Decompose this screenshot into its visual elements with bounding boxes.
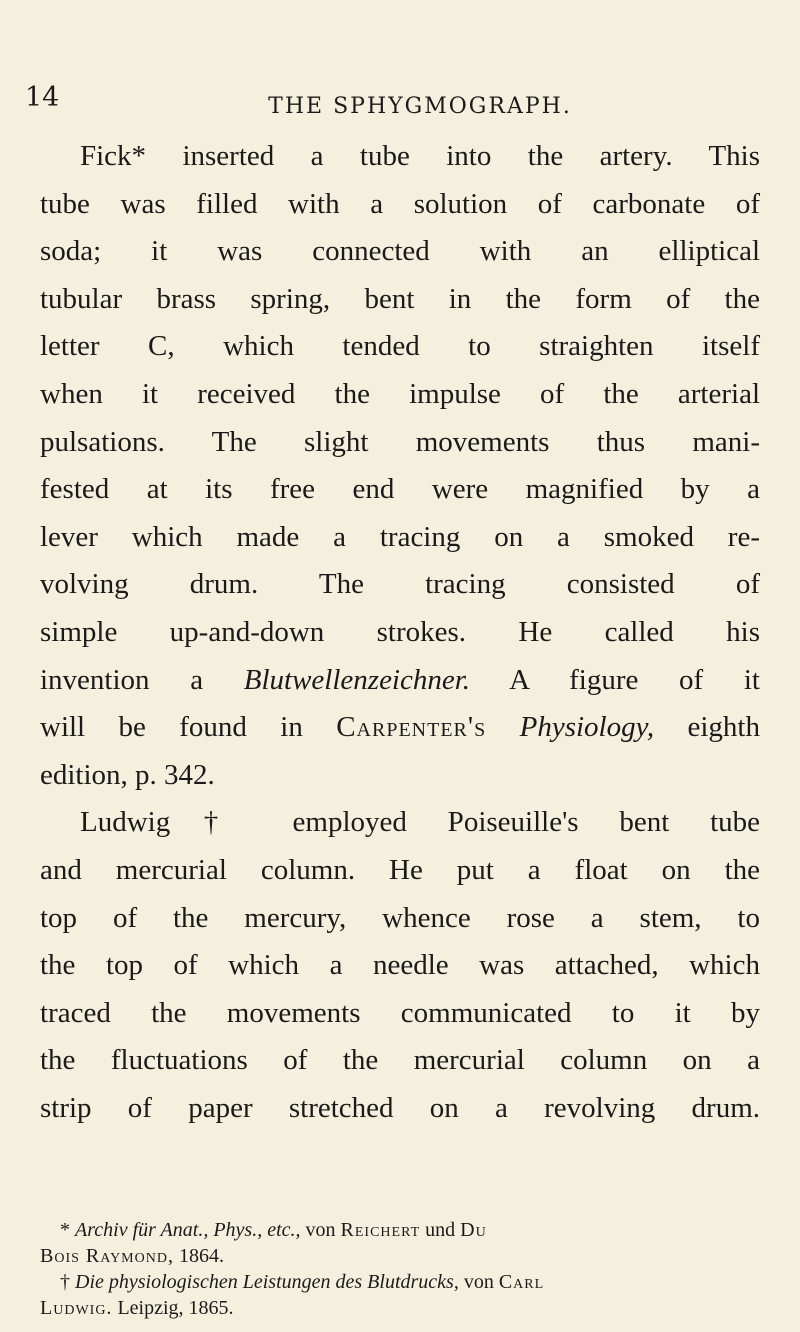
text-line: when it received the impulse of the arterial: [40, 377, 760, 410]
footnote-author: Ludwig.: [40, 1297, 113, 1319]
text-fragment: will be found in: [40, 711, 337, 744]
footnote-marker: *: [60, 1219, 70, 1241]
text-line: strip of paper stretched on a revolving drum.: [40, 1091, 760, 1124]
italic-title: Physiology,: [519, 711, 655, 744]
footnote-year: 1864.: [178, 1245, 224, 1267]
footnote-text: von: [305, 1219, 336, 1241]
text-line: soda; it was connected with an elliptical: [40, 235, 760, 268]
text-line: volving drum. The tracing consisted of: [40, 568, 760, 601]
text-line: [40, 704, 760, 752]
footnote-author: Bois Raymond,: [40, 1245, 174, 1267]
italic-term: Blutwellenzeichner.: [243, 663, 471, 696]
text-line: the top of which a needle was attached, which: [40, 949, 760, 982]
text-line: tube was filled with a solution of carbonate of: [40, 187, 760, 220]
text-line: [40, 657, 760, 705]
footnote-author: Reichert: [340, 1219, 421, 1241]
author-name: Carpenter's: [336, 711, 487, 744]
footnotes: [40, 1217, 762, 1321]
text-line: Ludwig† employed Poiseuille's bent tube: [80, 806, 760, 839]
text-line: traced the movements communicated to it by: [40, 996, 760, 1029]
footnote-title: Die physiologischen Leistungen des Blutdrucks,: [75, 1271, 459, 1293]
page-number: 14: [25, 82, 60, 113]
footnote-2: [40, 1269, 762, 1295]
text-fragment: eighth: [654, 711, 760, 744]
text-line: Fick* inserted a tube into the artery. This: [80, 140, 760, 172]
footnote-marker: †: [60, 1271, 70, 1293]
body-text: [40, 133, 760, 1132]
footnote-author: Du: [460, 1219, 487, 1241]
footnote-1: [40, 1217, 762, 1243]
footnote-title: Archiv für Anat., Phys., etc.,: [75, 1219, 301, 1241]
text-line: letter C, which tended to straighten itself: [40, 330, 760, 363]
text-line: the fluctuations of the mercurial column on a: [40, 1044, 760, 1077]
footnote-1-cont: [40, 1243, 762, 1269]
text-line: tubular brass spring, bent in the form of the: [40, 282, 760, 315]
footnote-author: Carl: [498, 1271, 545, 1293]
paragraph-2: [40, 799, 760, 1132]
text-line: top of the mercury, whence rose a stem, to: [40, 901, 760, 934]
text-line: simple up-and-down strokes. He called his: [40, 615, 760, 648]
text-fragment: A figure of it: [470, 663, 760, 696]
text-line: fested at its free end were magnified by a: [40, 473, 760, 506]
footnote-2-cont: [40, 1295, 762, 1321]
footnote-place: Leipzig, 1865.: [117, 1297, 234, 1319]
running-title: THE SPHYGMOGRAPH.: [268, 94, 572, 119]
paragraph-1: [40, 133, 760, 799]
text-line: pulsations. The slight movements thus mani-: [40, 425, 760, 458]
footnote-text: von: [463, 1271, 494, 1293]
footnote-text: und: [425, 1219, 456, 1241]
text-line: lever which made a tracing on a smoked re-: [40, 520, 760, 553]
text-line: edition, p. 342.: [40, 758, 215, 791]
text-line: and mercurial column. He put a float on the: [40, 853, 760, 886]
text-fragment: invention a: [40, 663, 244, 696]
